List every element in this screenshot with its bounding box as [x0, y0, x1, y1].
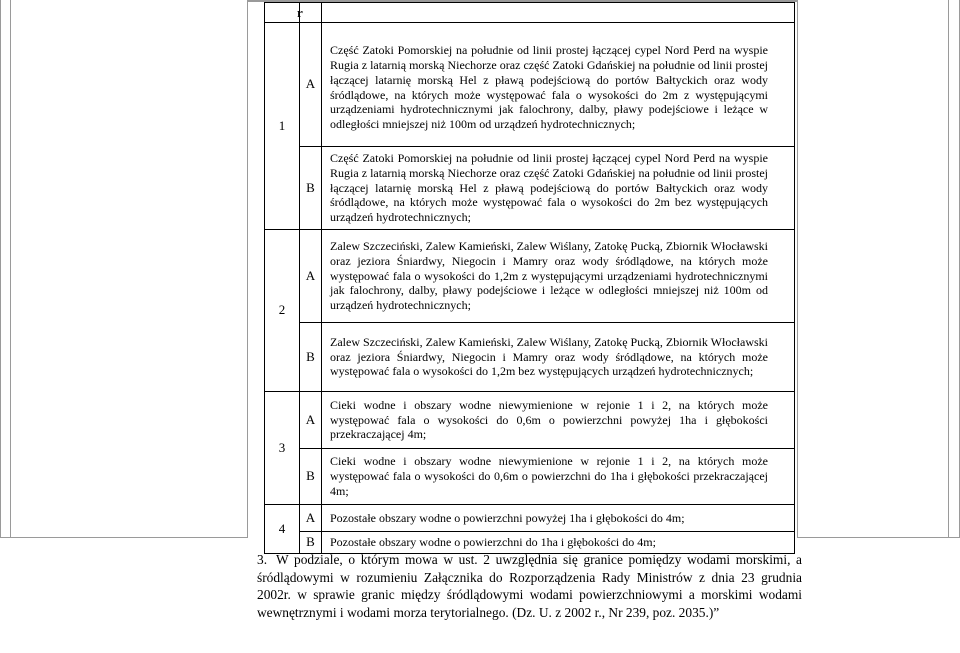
zone-description: Część Zatoki Pomorskiej na południe od linii prostej łączącej cypel Nord Perd na wyspie Rugia z latarnią morską Niechorze oraz część Zatoki Gdańskiej na południe od linii prostej łączącej latarnię morską Hel z pławą podejściową do portów Bałtyckich oraz wody śródlądowe, na których może występować fala o wysokości do 2m z występującymi urządzeniami hydrotechnicznymi jak falochrony, dalby, pławy podejściowe i leżące w odległości mniejszej niż 100m od urządzeń hydrotechnicznych; [322, 23, 795, 147]
zone-letter: A [300, 23, 322, 147]
table-row [265, 147, 795, 230]
zone-letter: A [300, 505, 322, 532]
zone-description: Cieki wodne i obszary wodne niewymienione w rejonie 1 i 2, na których może występować fala o wysokości do 0,6m o powierzchni do 1ha i głębokości przekraczającej 4m; [322, 449, 795, 505]
zone-letter: B [300, 323, 322, 392]
zone-letter: A [300, 392, 322, 449]
zone-letter: B [300, 532, 322, 554]
paragraph-number: 3. [257, 552, 268, 567]
zone-description: Cieki wodne i obszary wodne niewymienione w rejonie 1 i 2, na których może występować fala o wysokości do 0,6m o powierzchni powyżej 1ha i głębokości przekraczającej 4m; [322, 392, 795, 449]
table-row [265, 449, 795, 505]
zone-description: Pozostałe obszary wodne o powierzchni do 1ha i głębokości do 4m; [322, 532, 795, 554]
region-number: 2 [265, 230, 300, 392]
left-page-frame [0, 0, 248, 538]
paragraph-3 [257, 551, 802, 621]
zone-description: Część Zatoki Pomorskiej na południe od linii prostej łączącej cypel Nord Perd na wyspie Rugia z latarnią morską Niechorze oraz część Zatoki Gdańskiej na południe od linii prostej łączącej latarnię morską Hel z pławą podejściową do portów Bałtyckich oraz wody śródlądowe, na których może występować fala o wysokości do 2m bez występujących urządzeń hydrotechnicznych; [322, 147, 795, 230]
zone-description: Pozostałe obszary wodne o powierzchni powyżej 1ha i głębokości do 4m; [322, 505, 795, 532]
header-letter-r: r [297, 4, 303, 20]
region-number: 4 [265, 505, 300, 554]
region-number: 1 [265, 23, 300, 230]
header-desc-cell [297, 3, 795, 23]
zone-description: Zalew Szczeciński, Zalew Kamieński, Zalew Wiślany, Zatokę Pucką, Zbiornik Włocławski oraz jeziora Śniardwy, Niegocin i Mamry oraz wody śródlądowe, na których może występować fala o wysokości do 1,2m bez występujących urządzeń hydrotechnicznych; [322, 323, 795, 392]
paragraph-text: W podziale, o którym mowa w ust. 2 uwzględnia się granice pomiędzy wodami morskimi, a śródlądowymi w rozumieniu Załącznika do Rozporządzenia Rady Ministrów z dnia 23 grudnia 2002r. w sprawie granic między śródlądowymi wodami powierzchniowymi a morskimi wodami wewnętrznymi i wodami morza terytorialnego. (Dz. U. z 2002 r., Nr 239, poz. 2035.)” [257, 552, 802, 620]
zone-letter: A [300, 230, 322, 323]
table-row [265, 23, 795, 147]
table-header-row [265, 3, 795, 23]
region-number: 3 [265, 392, 300, 505]
right-margin-line [948, 0, 949, 538]
left-margin-line [10, 0, 11, 538]
table-row [265, 323, 795, 392]
table-row [265, 392, 795, 449]
table-row [265, 230, 795, 323]
table-row [265, 505, 795, 532]
zone-letter: B [300, 449, 322, 505]
water-zones-table [264, 2, 795, 554]
right-page-frame [797, 0, 960, 538]
zone-description: Zalew Szczeciński, Zalew Kamieński, Zalew Wiślany, Zatokę Pucką, Zbiornik Włocławski oraz jeziora Śniardwy, Niegocin i Mamry oraz wody śródlądowe, na których może występować fala o wysokości do 1,2m z występującymi urządzeniami hydrotechnicznymi jak falochrony, dalby, pławy podejściowe i leżące w odległości mniejszej niż 100m od urządzeń hydrotechnicznych; [322, 230, 795, 323]
zone-letter: B [300, 147, 322, 230]
